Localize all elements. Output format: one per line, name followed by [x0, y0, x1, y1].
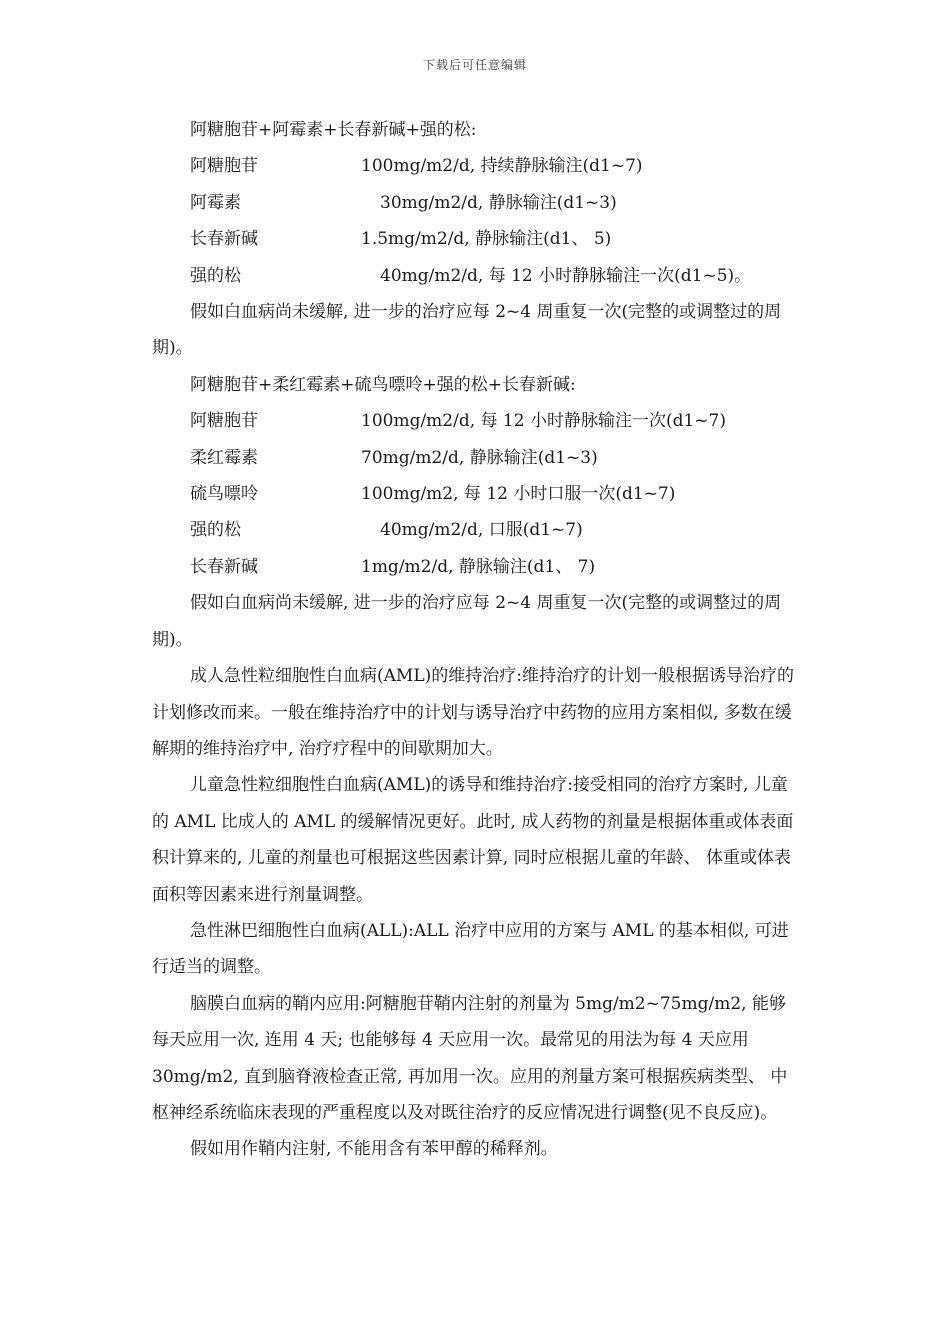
regimen-1-row — [152, 148, 800, 184]
drug-name: 硫鸟嘌呤 — [190, 484, 258, 505]
regimen-2-row — [152, 512, 800, 548]
drug-name: 强的松 — [190, 265, 241, 286]
regimen-1-note: 假如白血病尚未缓解, 进一步的治疗应每 2~4 周重复一次(完整的或调整过的周期)。 — [152, 302, 782, 359]
drug-name: 阿糖胞苷 — [190, 411, 258, 432]
drug-dose: 100mg/m2/d, 持续静脉输注(d1~7) — [361, 156, 643, 177]
drug-dose: 100mg/m2/d, 每 12 小时静脉输注一次(d1~7) — [361, 411, 726, 432]
regimen-2-note: 假如白血病尚未缓解, 进一步的治疗应每 2~4 周重复一次(完整的或调整过的周期)。 — [152, 593, 782, 650]
regimen-1-row — [152, 221, 800, 257]
paragraph-adult-aml-maintenance: 成人急性粒细胞性白血病(AML)的维持治疗:维持治疗的计划一般根据诱导治疗的计划修改而来。一般在维持治疗中的计划与诱导治疗中药物的应用方案相似, 多数在缓解期的维持治疗中, 治疗疗程中的间歇期加大。 — [152, 666, 794, 759]
paragraph-all: 急性淋巴细胞性白血病(ALL):ALL 治疗中应用的方案与 AML 的基本相似, 可进行适当的调整。 — [152, 920, 789, 978]
paragraph-intrathecal: 脑膜白血病的鞘内应用:阿糖胞苷鞘内注射的剂量为 5mg/m2~75mg/m2, 能够每天应用一次, 连用 4 天; 也能够每 4 天应用一次。最常见的用法为每 4 天应用 30mg/m2, 直到脑脊液检查正常, 再加用一次。应用的剂量方案可根据疾病类型、 中枢神经系统临床表现的严重程度以及对既往治疗的反应情况进行调整(见不良反应)。 — [152, 993, 788, 1123]
drug-dose: 1.5mg/m2/d, 静脉输注(d1、 5) — [361, 229, 612, 250]
regimen-2-row — [152, 440, 800, 476]
page-header: 下载后可任意编辑 — [422, 58, 527, 72]
drug-name: 阿糖胞苷 — [190, 156, 258, 177]
drug-name: 强的松 — [190, 520, 241, 541]
regimen-2-row — [152, 403, 800, 439]
regimen-1-row — [152, 258, 800, 294]
drug-dose: 1mg/m2/d, 静脉输注(d1、 7) — [361, 556, 596, 577]
drug-name: 长春新碱 — [190, 229, 258, 250]
drug-dose: 70mg/m2/d, 静脉输注(d1~3) — [361, 447, 598, 468]
regimen-2-title: 阿糖胞苷+柔红霉素+硫鸟嘌呤+强的松+长春新碱: — [190, 374, 576, 395]
drug-dose: 30mg/m2/d, 静脉输注(d1~3) — [380, 192, 617, 213]
drug-name: 柔红霉素 — [190, 447, 258, 468]
drug-dose: 40mg/m2/d, 每 12 小时静脉输注一次(d1~5)。 — [380, 265, 752, 286]
paragraph-child-aml: 儿童急性粒细胞性白血病(AML)的诱导和维持治疗:接受相同的治疗方案时, 儿童的 AML 比成人的 AML 的缓解情况更好。此时, 成人药物的剂量是根据体重或体表面积计算来的, 儿童的剂量也可根据这些因素计算, 同时应根据儿童的年龄、 体重或体表面积等因素来进行剂量调整。 — [152, 775, 794, 905]
paragraph-diluent-warning: 假如用作鞘内注射, 不能用含有苯甲醇的稀释剂。 — [190, 1139, 558, 1160]
regimen-2-row — [152, 549, 800, 585]
drug-name: 阿霉素 — [190, 192, 241, 213]
drug-dose: 100mg/m2, 每 12 小时口服一次(d1~7) — [361, 484, 676, 505]
regimen-1-title: 阿糖胞苷+阿霉素+长春新碱+强的松: — [190, 120, 477, 140]
regimen-1-row — [152, 185, 800, 221]
drug-name: 长春新碱 — [190, 556, 258, 577]
drug-dose: 40mg/m2/d, 口服(d1~7) — [380, 520, 583, 541]
regimen-2-row — [152, 476, 800, 512]
document-body — [152, 112, 800, 1168]
